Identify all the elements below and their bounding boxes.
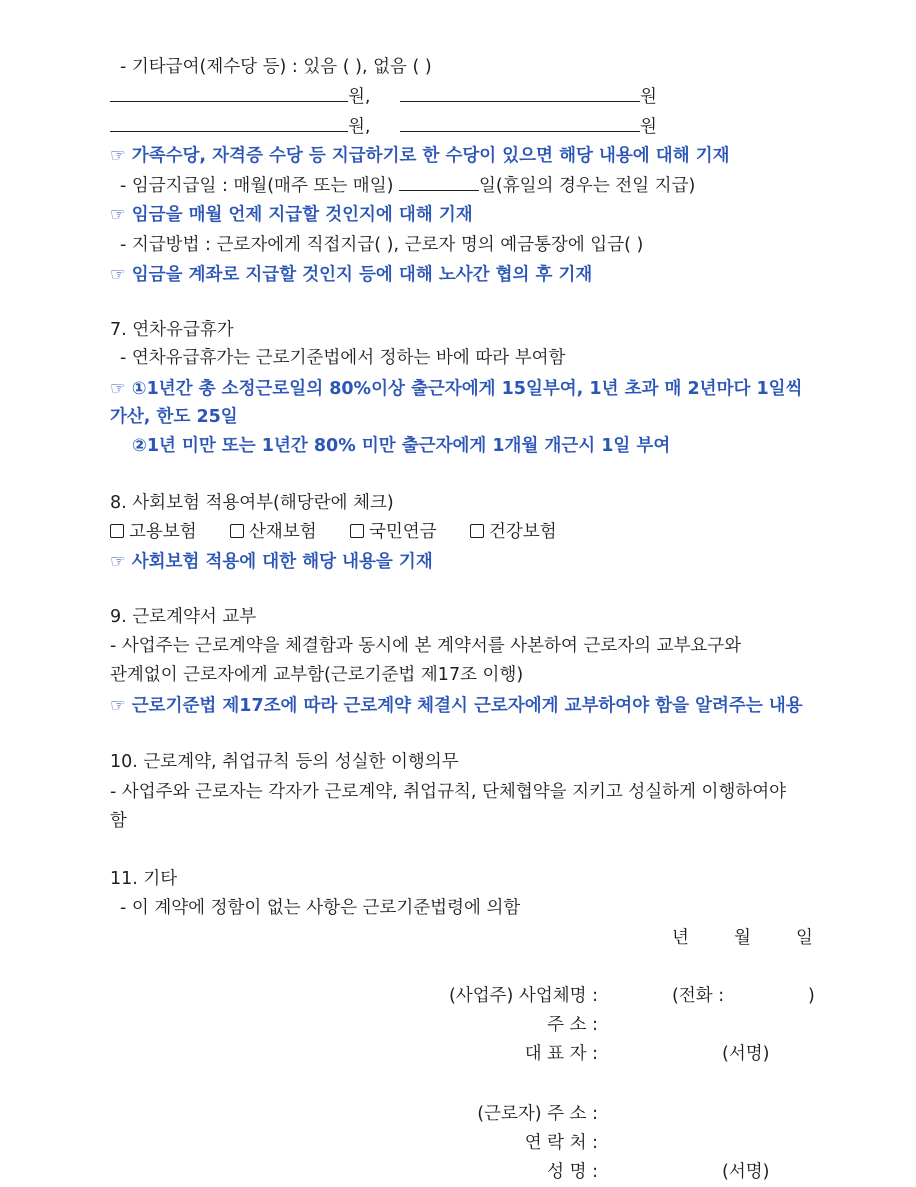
payday-prefix: - 임금지급일 : 매월(매주 또는 매일)	[120, 176, 400, 196]
employer-phone-label: (전화 :	[672, 986, 725, 1006]
checkbox[interactable]	[230, 524, 244, 538]
payment-method-line: - 지급방법 : 근로자에게 직접지급( ), 근로자 명의 예금통장에 입금( )	[120, 235, 644, 255]
insurance-label: 국민연금	[369, 522, 437, 542]
date-year: 년	[672, 928, 689, 948]
section10-body-2: 함	[110, 811, 127, 831]
section7-body: - 연차유급휴가는 근로기준법에서 정하는 바에 따라 부여함	[120, 348, 566, 368]
employer-phone-close: )	[808, 986, 815, 1006]
payday-suffix: 일(휴일의 경우는 전일 지급)	[479, 176, 696, 196]
allowance-amount-blank[interactable]	[400, 87, 640, 102]
section7-note-1a: ☞ ①1년간 총 소정근로일의 80%이상 출근자에게 15일부여, 1년 초과 매 2년마다 1일씩	[110, 379, 803, 399]
allowance-note: ☞ 가족수당, 자격증 수당 등 지급하기로 한 수당이 있으면 해당 내용에 대해 기재	[110, 146, 730, 166]
checkbox[interactable]	[470, 524, 484, 538]
payment-method-note: ☞ 임금을 계좌로 지급할 것인지 등에 대해 노사간 협의 후 기재	[110, 265, 593, 285]
employer-rep-label: 대 표 자 :	[524, 1044, 598, 1064]
section11-title: 11. 기타	[110, 869, 178, 889]
employee-address-label: (근로자) 주 소 :	[477, 1104, 598, 1124]
allowance-blank-row-1b	[400, 85, 657, 109]
section8-title: 8. 사회보험 적용여부(해당란에 체크)	[110, 493, 394, 513]
checkbox[interactable]	[110, 524, 124, 538]
section7-note-2: ②1년 미만 또는 1년간 80% 미만 출근자에게 1개월 개근시 1일 부여	[132, 436, 671, 456]
employee-sign[interactable]: (서명)	[722, 1162, 770, 1182]
employer-sign[interactable]: (서명)	[722, 1044, 770, 1064]
payday-line	[120, 174, 695, 198]
allowance-blank-row-1	[110, 85, 370, 109]
won-label: 원,	[348, 117, 371, 137]
allowance-amount-blank[interactable]	[400, 117, 640, 132]
insurance-label: 건강보험	[489, 522, 557, 542]
insurance-option-health[interactable]	[470, 520, 557, 544]
section9-body-1: - 사업주는 근로계약을 체결함과 동시에 본 계약서를 사본하여 근로자의 교부요구와	[110, 636, 742, 656]
section10-body-1: - 사업주와 근로자는 각자가 근로계약, 취업규칙, 단체협약을 지키고 성실하게 이행하여야	[110, 782, 787, 802]
date-month: 월	[734, 928, 751, 948]
employer-company-label: (사업주) 사업체명 :	[448, 986, 598, 1006]
date-day: 일	[796, 928, 813, 948]
payday-blank[interactable]	[399, 176, 479, 191]
section9-title: 9. 근로계약서 교부	[110, 607, 257, 627]
employer-address-label: 주 소 :	[547, 1015, 598, 1035]
allowance-blank-row-2	[110, 115, 370, 139]
section11-body: - 이 계약에 정함이 없는 사항은 근로기준법령에 의함	[120, 898, 521, 918]
section8-note: ☞ 사회보험 적용에 대한 해당 내용을 기재	[110, 552, 433, 572]
won-label: 원	[640, 117, 657, 137]
section7-title: 7. 연차유급휴가	[110, 320, 234, 340]
insurance-option-employment[interactable]	[110, 520, 197, 544]
insurance-option-industrial[interactable]	[230, 520, 317, 544]
won-label: 원	[640, 87, 657, 107]
insurance-label: 고용보험	[129, 522, 197, 542]
allowance-line: - 기타급여(제수당 등) : 있음 ( ), 없음 ( )	[120, 57, 432, 77]
insurance-option-pension[interactable]	[350, 520, 437, 544]
allowance-amount-blank[interactable]	[110, 117, 348, 132]
insurance-label: 산재보험	[249, 522, 317, 542]
checkbox[interactable]	[350, 524, 364, 538]
payday-note: ☞ 임금을 매월 언제 지급할 것인지에 대해 기재	[110, 205, 473, 225]
section9-body-2: 관계없이 근로자에게 교부함(근로기준법 제17조 이행)	[110, 665, 524, 685]
employee-name-label: 성 명 :	[547, 1162, 598, 1182]
employee-contact-label: 연 락 처 :	[524, 1133, 598, 1153]
section9-note: ☞ 근로기준법 제17조에 따라 근로계약 체결시 근로자에게 교부하여야 함을 알려주는 내용	[110, 696, 803, 716]
allowance-amount-blank[interactable]	[110, 87, 348, 102]
section10-title: 10. 근로계약, 취업규칙 등의 성실한 이행의무	[110, 752, 459, 772]
won-label: 원,	[348, 87, 371, 107]
allowance-blank-row-2b	[400, 115, 657, 139]
section7-note-1b: 가산, 한도 25일	[110, 407, 238, 427]
